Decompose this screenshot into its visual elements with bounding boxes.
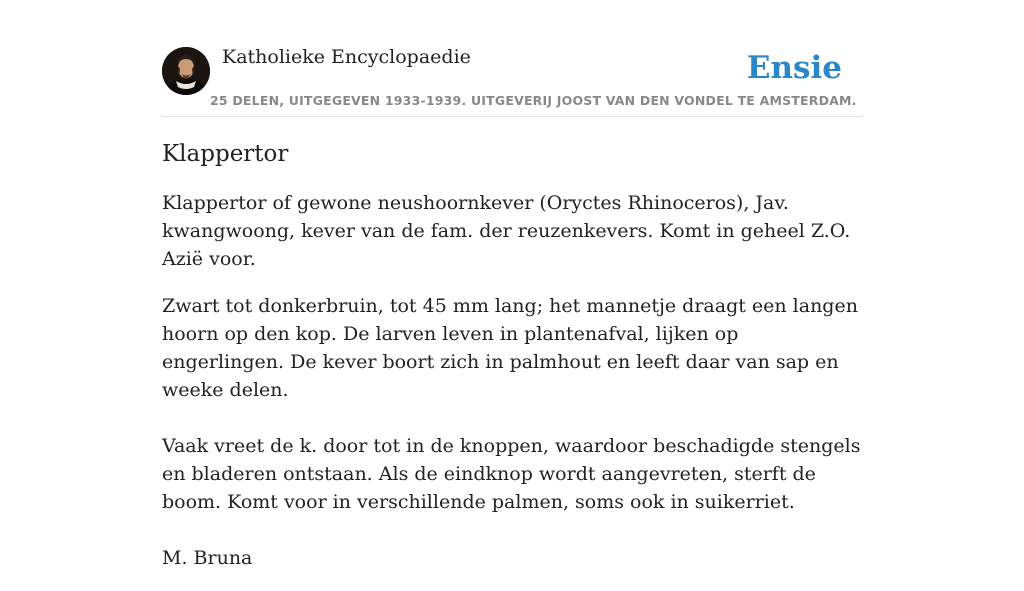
article-paragraph: Zwart tot donkerbruin, tot 45 mm lang; het mannetje draagt een langen hoorn op den kop. De larven leven in plantenafval, lijken op engerlingen. De kever boort zich in palmhout en leeft daar van sap en weeke delen. [162,295,858,401]
article-title: Klappertor [162,141,289,167]
site-subtitle: 25 DELEN, UITGEGEVEN 1933-1939. UITGEVERIJ JOOST VAN DEN VONDEL TE AMSTERDAM. [210,93,857,108]
site-title[interactable]: Katholieke Encyclopaedie [222,46,471,68]
article-author: M. Bruna [162,547,253,569]
article-paragraph: Klappertor of gewone neushoornkever (Oryctes Rhinoceros), Jav. kwangwoong, kever van de fam. der reuzenkevers. Komt in geheel Z.O. Azië voor. [162,192,851,270]
portrait-avatar-icon[interactable] [162,47,210,95]
article-content [162,138,862,591]
article-paragraph: Vaak vreet de k. door tot in de knoppen, waardoor beschadigde stengels en bladeren ontstaan. Als de eindknop wordt aangevreten, sterft de boom. Komt voor in verschillende palmen, soms ook in suikerriet. [162,435,861,513]
site-header [162,40,862,117]
ensie-logo[interactable]: Ensie [746,50,842,86]
